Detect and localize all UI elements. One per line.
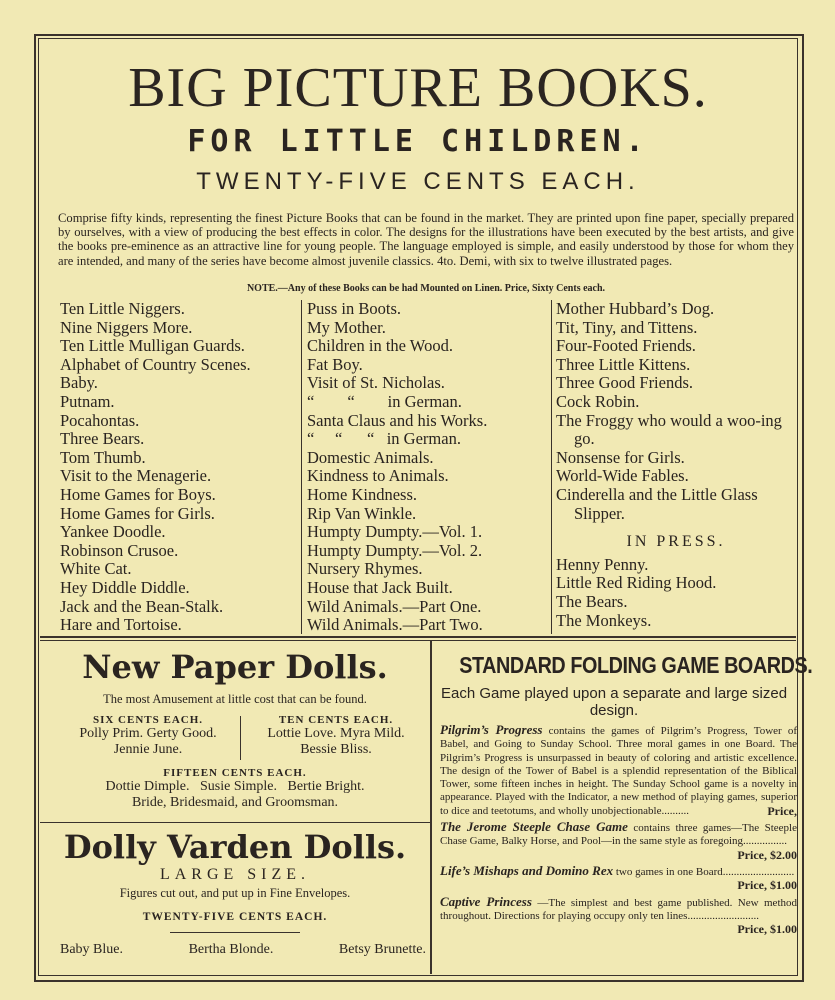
- book-title: Jack and the Bean-Stalk.: [60, 596, 224, 616]
- six-cents-heading: SIX CENTS EACH.: [92, 714, 204, 726]
- book-title: Puss in Boots.: [307, 299, 401, 318]
- section-divider-vertical: [430, 640, 432, 974]
- book-title: Cock Robin.: [556, 391, 640, 411]
- book-title: Visit of St. Nicholas.: [307, 373, 445, 393]
- book-title: House that Jack Built.: [307, 577, 453, 597]
- game-name: Life’s Mishaps and Domino Rex: [440, 862, 614, 878]
- book-title: Wild Animals.—Part One.: [307, 596, 482, 616]
- doll-name: Bertha Blonde.: [188, 942, 274, 957]
- book-title: Nursery Rhymes.: [307, 559, 423, 579]
- six-cents-names: Polly Prim. Gerty Good.: [79, 726, 217, 741]
- dolly-varden-price: TWENTY-FIVE CENTS EACH.: [142, 911, 328, 923]
- section-divider: [40, 822, 430, 823]
- decorative-rule: [170, 932, 300, 933]
- book-title: Ten Little Mulligan Guards.: [60, 336, 245, 356]
- game-boards-list: [440, 723, 797, 938]
- book-title: “ “ in German.: [307, 391, 462, 411]
- book-title: Kindness to Animals.: [307, 466, 449, 486]
- book-title: Ten Little Niggers.: [60, 299, 185, 318]
- price-heading: TWENTY-FIVE CENTS EACH.: [196, 168, 640, 195]
- game-price: Price, $1.00: [737, 878, 797, 893]
- game-entry: [440, 723, 797, 818]
- fifteen-cents-heading: FIFTEEN CENTS EACH.: [163, 767, 307, 779]
- dolly-varden-names: [60, 942, 426, 958]
- game-entry: [440, 864, 797, 893]
- book-title: Nonsense for Girls.: [556, 447, 685, 467]
- book-title: “ “ “ in German.: [307, 429, 461, 449]
- game-description: —The simplest and best game published. New method throughout. Directions for playing occupy only ten lines..........................: [440, 896, 797, 922]
- book-title: Humpty Dumpty.—Vol. 1.: [307, 522, 483, 542]
- book-title: Cinderella and the Little Glass Slipper.: [556, 484, 758, 523]
- book-title: Alphabet of Country Scenes.: [60, 354, 251, 374]
- game-name: The Jerome Steeple Chase Game: [440, 819, 628, 835]
- book-title: Robinson Crusoe.: [60, 540, 179, 560]
- book-title: Putnam.: [60, 391, 115, 411]
- dolly-varden-title: Dolly Varden Dolls.: [63, 828, 407, 866]
- book-title: Hare and Tortoise.: [60, 615, 182, 635]
- ten-cents-group: [244, 714, 428, 758]
- book-title: Wild Animals.—Part Two.: [307, 615, 483, 635]
- book-title: Three Bears.: [60, 429, 145, 449]
- game-entry: [440, 820, 797, 862]
- six-cents-names: Jennie June.: [113, 742, 183, 757]
- game-description: contains the games of Pilgrim’s Progress, Tower of Babel, and Going to Sunday School. Three moral games in one Board. The Pilgrim’s Progress is unsurpassed in beauty of coloring and artistic excellence. The design of the Tower of Babel is a splendid representation of the Biblical Tower, some fifteen inches in height. The Sunday School game is a novelty in appearance. Played with the Indicator, a new method of playing games, superior to dice and teetotums, and wholly unobjectionable..........: [440, 725, 798, 817]
- game-name: Captive Princess: [440, 893, 532, 909]
- game-entry: [440, 895, 797, 937]
- game-boards-subtitle: Each Game played upon a separate and large sized design.: [440, 685, 788, 719]
- book-title: Home Games for Boys.: [60, 484, 216, 504]
- book-title: Home Games for Girls.: [60, 503, 215, 523]
- game-price: Price, $2.00: [737, 847, 797, 862]
- book-title: World-Wide Fables.: [556, 466, 689, 486]
- game-description: contains three games—The Steeple Chase Game, Balky Horse, and Pool—in the same style as foregoing................: [440, 822, 797, 848]
- page-subtitle: FOR LITTLE CHILDREN.: [187, 124, 649, 159]
- book-title: Four-Footed Friends.: [556, 336, 696, 356]
- book-title: Hey Diddle Diddle.: [60, 577, 190, 597]
- book-title: Home Kindness.: [307, 484, 417, 504]
- doll-name: Betsy Brunette.: [338, 942, 426, 957]
- game-price: Price, $1.00: [737, 922, 797, 937]
- price-group-divider: [240, 716, 241, 760]
- page-title: BIG PICTURE BOOKS.: [128, 57, 708, 119]
- fifteen-cents-group: [40, 767, 430, 811]
- paper-dolls-subtitle: The most Amusement at little cost that can be found.: [103, 692, 367, 706]
- column-divider: [551, 300, 552, 634]
- fifteen-cents-names: Bride, Bridesmaid, and Groomsman.: [131, 795, 339, 810]
- book-title: Domestic Animals.: [307, 447, 434, 467]
- book-title: Tom Thumb.: [60, 447, 146, 467]
- book-title: Three Little Kittens.: [556, 354, 691, 374]
- book-title: Mother Hubbard’s Dog.: [556, 299, 715, 318]
- book-title: Little Red Riding Hood.: [556, 573, 717, 593]
- dolly-varden-subtitle: Figures cut out, and put up in Fine Envelopes.: [119, 886, 351, 900]
- book-title: Visit to the Menagerie.: [60, 466, 212, 486]
- game-name: Pilgrim’s Progress: [440, 722, 543, 737]
- book-title: Fat Boy.: [307, 354, 363, 374]
- book-title: Nine Niggers More.: [60, 317, 193, 337]
- note-line: NOTE.—Any of these Books can be had Mounted on Linen. Price, Sixty Cents each.: [246, 283, 606, 294]
- section-divider: [40, 640, 796, 641]
- game-boards-title: STANDARD FOLDING GAME BOARDS.: [459, 652, 813, 678]
- book-title: My Mother.: [307, 317, 386, 337]
- paper-dolls-title: New Paper Dolls.: [82, 648, 388, 686]
- ten-cents-heading: TEN CENTS EACH.: [278, 714, 394, 726]
- book-list-column-3: [556, 300, 796, 630]
- book-title: The Froggy who would a woo-ing go.: [556, 410, 782, 449]
- column-divider: [301, 300, 302, 634]
- book-title: Santa Claus and his Works.: [307, 410, 488, 430]
- book-title: Henny Penny.: [556, 554, 649, 574]
- book-title: Humpty Dumpty.—Vol. 2.: [307, 540, 483, 560]
- game-price: Price,: [767, 803, 797, 818]
- book-title: Pocahontas.: [60, 410, 140, 430]
- intro-paragraph: Comprise fifty kinds, representing the finest Picture Books that can be found in the market. They are printed upon fine paper, specially prepared by ourselves, with a view of producing the best effects in color. The designs for the illustrations have been executed by the best artists, and give the books pre-eminence as an attractive line for young people. The language employed is simple, and easily understood by those for whom they are intended, and many of the series have become almost juvenile classics. 4to. Demi, with six to twelve illustrated pages.: [58, 211, 794, 268]
- book-title: Rip Van Winkle.: [307, 503, 417, 523]
- dolly-varden-size: LARGE SIZE.: [159, 866, 311, 883]
- ten-cents-names: Lottie Love. Myra Mild.: [267, 726, 405, 741]
- fifteen-cents-names: Dottie Dimple. Susie Simple. Bertie Bright.: [105, 779, 365, 794]
- six-cents-group: [58, 714, 238, 758]
- game-description: two games in one Board..........................: [615, 865, 795, 878]
- book-title: Three Good Friends.: [556, 373, 694, 393]
- book-title: The Bears.: [556, 591, 628, 611]
- ten-cents-names: Bessie Bliss.: [300, 742, 372, 757]
- book-list-column-1: [60, 300, 296, 635]
- in-press-heading: IN PRESS.: [626, 533, 726, 551]
- book-title: Tit, Tiny, and Tittens.: [556, 317, 698, 337]
- book-title: Children in the Wood.: [307, 336, 453, 356]
- book-title: White Cat.: [60, 559, 132, 579]
- section-divider: [40, 636, 796, 638]
- book-list-column-2: [307, 300, 551, 635]
- doll-name: Baby Blue.: [60, 942, 123, 957]
- book-title: The Monkeys.: [556, 610, 652, 630]
- book-title: Baby.: [60, 373, 98, 393]
- book-title: Yankee Doodle.: [60, 522, 166, 542]
